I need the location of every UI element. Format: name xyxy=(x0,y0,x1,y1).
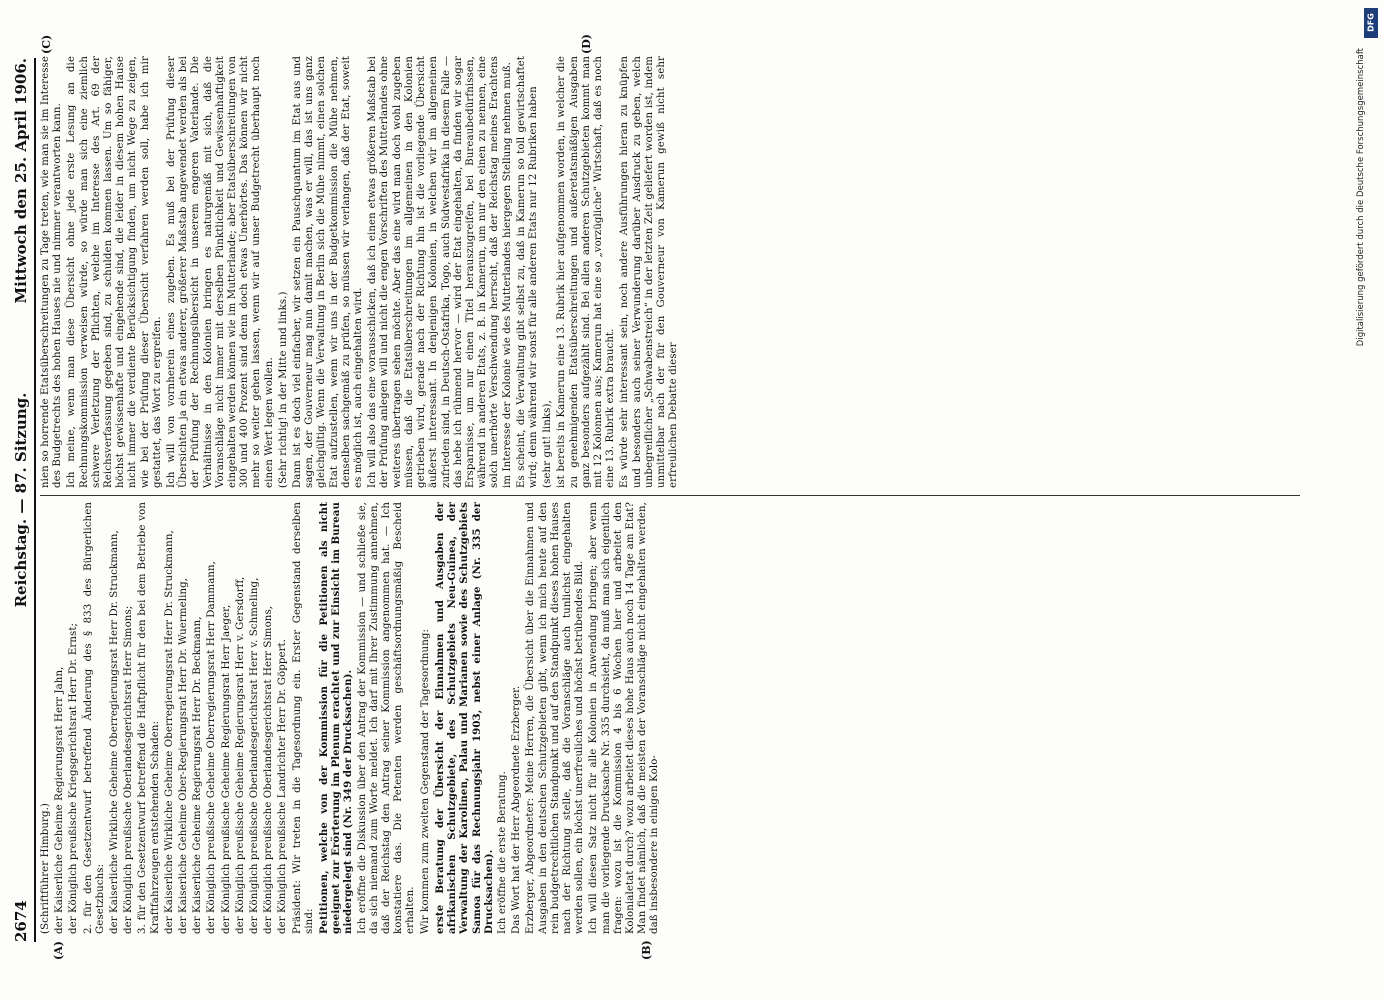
right-column-paragraph: Ich will von vornherein eines zugeben. Es muß bei der Prüfung dieser Übersichten ja ein etwas anderer, größerer Maßstab angewendet werden als bei der Prüfung der Rechnungsübersicht in unserem engeren Vaterlande. Die Verhältnisse in den Kolonien bringen es naturgemäß mit sich, daß die Voranschläge nicht immer mit derselben Pünktlichkeit und Gewissenhaftigkeit eingehalten werden können wie im Mutterlande; aber Etatsüberschreitungen von 300 und 400 Prozent sind denn doch etwas Unerhörtes. Das können wir nicht mehr so weiter gehen lassen, wenn wir auf unser Budgetrecht überhaupt noch einen Wert legen wollen. xyxy=(166,56,275,488)
left-column-paragraph: 2. für den Gesetzentwurf betreffend Änderung des § 833 des Bürgerlichen Gesetzbuchs: xyxy=(82,502,106,934)
left-column-paragraph: Wir kommen zum zweiten Gegenstand der Tagesordnung: xyxy=(419,628,431,934)
right-column-paragraph: ist bereits in Kamerun eine 13. Rubrik hier aufgenommen worden, in welcher die zu genehmigenden Etatsüberschreitungen und außeretatsmäßigen Ausgaben ganz besonders aufgezählt sind. Bei allen anderen Schutzgebieten kommt man mit 12 Kolonnen aus; Kamerun hat eine so „vorzügliche“ Wirtschaft, daß es noch eine 13. Rubrik extra braucht. xyxy=(556,56,617,488)
right-column-paragraph: Dann ist es doch viel einfacher, wir setzen ein Pauschquantum im Etat aus und sagen, der Gouverneur mag nun damit machen, was er will, das ist uns ganz gleichgültig. Wenn die Verwaltung in Berlin sich die Mühe nimmt, einen solchen Etat aufzustellen, wenn wir uns in der Budgetkommission die Mühe nehmen, denselben sachgemäß zu prüfen, so müssen wir verlangen, daß der Etat, soweit es möglich ist, auch eingehalten wird. xyxy=(292,56,365,488)
left-column-paragraph: der Königlich preußische Geheime Regierungsrat Herr Jaeger, xyxy=(220,604,232,934)
left-column-paragraph: erste Beratung der Übersicht der Einnahmen und Ausgaben der afrikanischen Schutzgebiete, des Schutzgebiets Neu-Guinea, der Verwaltung der Karolinen, Palau und Marianen sowie des Schutzgebiets Samoa für das Rechnungsjahr 1903, nebst einer Anlage (Nr. 335 der Drucksachen). xyxy=(433,502,495,934)
left-column-paragraph: Erzberger, Abgeordneter: Meine Herren, die Übersicht über die Einnahmen und Ausgaben in den deutschen Schutzgebieten gibt, wenn ich mich heute auf den rein budgetrechtlichen Standpunkt und auf den Standpunkt dieses hohen Hauses nach der Richtung stelle, daß die Voranschläge auch tunlichst eingehalten werden sollen, ein höchst unerfreuliches und höchst betrübendes Bild. xyxy=(525,502,586,934)
left-text-column xyxy=(40,502,1305,934)
dfg-logo xyxy=(1364,8,1378,38)
margin-mark-b: (B) xyxy=(640,940,653,960)
right-text-column xyxy=(40,56,1305,488)
left-column-paragraph: (Schriftführer Himburg.) xyxy=(40,802,51,934)
column-divider xyxy=(40,495,1300,496)
left-column-paragraph: der Königlich preußische Landrichter Herr Dr. Göppert. xyxy=(277,638,289,934)
left-column-paragraph: der Kaiserliche Geheime Regierungsrat Herr Dr. Beckmann, xyxy=(192,616,204,934)
page-title: Reichstag. — 87. Sitzung. xyxy=(12,392,30,608)
left-column-paragraph: der Königlich preußische Kriegsgerichtsrat Herr Dr. Ernst; xyxy=(68,622,80,934)
margin-mark-c: (C) xyxy=(40,34,53,54)
left-column-paragraph: Präsident: Wir treten in die Tagesordnung ein. Erster Gegenstand derselben sind: xyxy=(291,502,315,934)
right-column-paragraph: Ich will also das eine vorausschicken, daß ich einen etwas größeren Maßstab bei der Prüfung anlegen will und nicht die engen Vorschriften des Mutterlandes ohne weiteres übertragen sehen möchte. Aber das eine wird man doch wohl zugeben müssen, daß die Etatsüberschreitungen im allgemeinen in den Kolonien getrieben wird, gerade nach der Richtung hin ist die vorliegende Übersicht äußerst interessant. In denjenigen Kolonien, in welchen wir im allgemeinen zufrieden sind, in Deutsch-Ostafrika, Togo, auch Südwestafrika in diesem Falle — das hebe ich rühmend hervor — wird der Etat eingehalten, da finden wir sogar Ersparnisse, um nur einen Titel herauszugreifen, bei Bureaubedürfnissen, während in anderen Etats, z. B. in Kamerun, um nur den einen zu nennen, eine solch unerhörte Verschwendung herrscht, daß der Reichstag meines Erachtens im Interesse der Kolonie wie des Mutterlandes hiergegen Stellung nehmen muß. xyxy=(367,56,513,488)
margin-mark-d: (D) xyxy=(580,34,593,54)
digitization-credit: Digitalisierung gefördert durch die Deutsche Forschungsgemeinschaft xyxy=(1356,48,1366,347)
left-column-paragraph: Petitionen, welche von der Kommission für die Petitionen als nicht geeignet zur Erörterung im Plenum erachtet und zur Einsicht im Bureau niedergelegt sind (Nr. 349 der Drucksachen). xyxy=(318,502,355,934)
right-column-paragraph: (Sehr richtig! in der Mitte und links.) xyxy=(277,291,289,488)
left-column-paragraph: der Königlich preußische Geheime Oberregierungsrat Herr Dammann, xyxy=(206,560,218,934)
left-column-paragraph: Das Wort hat der Herr Abgeordnete Erzberger. xyxy=(511,685,523,934)
left-column-paragraph: Ich eröffne die Diskussion über den Antrag der Kommission — und schließe sie, da sich niemand zum Worte meldet. Ich darf mit Ihrer Zustimmung annehmen, daß der Reichstag den Antrag seiner Kommission angenommen hat. — Ich konstatiere das. Die Petenten werden geschäftsordnungsmäßig Bescheid erhalten. xyxy=(356,502,417,934)
left-column-paragraph: der Königlich preußische Oberlandesgerichtsrat Herr Simons, xyxy=(263,605,275,934)
left-column-paragraph: der Königlich preußische Oberlandesgerichtsrat Herr v. Schmeling, xyxy=(249,577,261,934)
left-column-paragraph: Ich will diesen Satz nicht für alle Kolonien in Anwendung bringen; aber wenn man die vorliegende Drucksache Nr. 335 durchsieht, da muß man sich eigentlich fragen: wozu ist die Kommission 4 bis 6 Wochen hier und arbeitet den Kolonialetat durch? wozu arbeitet dieses hohe Haus auch noch 14 Tage am Etat? Man findet nämlich, daß die meisten der Voranschläge nicht eingehalten werden, daß insbesondere in einigen Kolo- xyxy=(588,502,661,934)
left-column-paragraph: der Kaiserliche Geheime Regierungsrat Herr Jahn, xyxy=(54,666,66,934)
right-column-paragraph: Es scheint, die Verwaltung gibt selbst zu, daß in Kamerun so toll gewirtschaftet wird; denn während wir sonst für alle anderen Etats nur 12 Rubriken haben xyxy=(515,56,539,488)
left-column-paragraph: 3. für den Gesetzentwurf betreffend die Haftpflicht für den bei dem Betriebe von Kraftfahrzeugen entstehenden Schaden: xyxy=(137,502,161,934)
left-column-paragraph: der Kaiserliche Wirkliche Geheime Oberregierungsrat Herr Dr. Struckmann, xyxy=(109,530,121,934)
right-column-paragraph: Es würde sehr interessant sein, noch andere Ausführungen hieran zu knüpfen und besonders auch seiner Verwunderung darüber Ausdruck zu geben, welch unbegreiflicher „Schwabenstreich“ in der letzten Zeit geliefert worden ist, indem unmittelbar nach der für den Gouverneur von Kamerun gewiß nicht sehr erfreulichen Debatte dieser xyxy=(619,56,680,488)
left-column-paragraph: der Kaiserliche Geheime Ober-Regierungsrat Herr Dr. Wuermeling, xyxy=(178,577,190,934)
right-column-paragraph: nien so horrende Etatsüberschreitungen zu Tage treten, wie man sie im Interesse des Budgetrechts des hohen Hauses nie und nimmer verantworten kann. xyxy=(40,56,64,488)
left-column-paragraph: Ich eröffne die erste Beratung. xyxy=(496,770,508,934)
left-column-paragraph: der Kaiserliche Wirkliche Geheime Oberregierungsrat Herr Dr. Struckmann, xyxy=(163,530,175,934)
right-column-paragraph: Ich meine, wenn man diese Übersicht ohne jede erste Lesung an die Rechnungskommission verweisen würde, so würde man sich eine ziemlich schwere Verletzung der Pflichten, welche im Interesse des Art. 69 der Reichsverfassung gegeben sind, zu schulden kommen lassen. Um so fähiger, höchst gewissenhafte und eingehende sind, die leider in diesem hohen Hause nicht immer die verdiente Berücksichtigung finden, um nicht Wege zu zeigen, wie bei der Prüfung dieser Übersicht verfahren werden soll, habe ich mir gestattet, das Wort zu ergreifen. xyxy=(66,56,163,488)
left-column-paragraph: der Königlich preußische Oberlandesgerichtsrat Herr Simons; xyxy=(123,605,135,934)
left-column-paragraph: der Königlich preußische Geheime Regierungsrat Herr v. Gersdorff, xyxy=(234,576,246,934)
page-number: 2674 xyxy=(12,900,30,942)
dfg-logo-text: DFG xyxy=(1366,13,1376,32)
page-date: Mittwoch den 25. April 1906. xyxy=(12,58,30,304)
right-column-paragraph: (sehr gut! links), xyxy=(542,400,554,488)
margin-mark-a: (A) xyxy=(52,941,65,960)
page-header xyxy=(10,58,36,942)
